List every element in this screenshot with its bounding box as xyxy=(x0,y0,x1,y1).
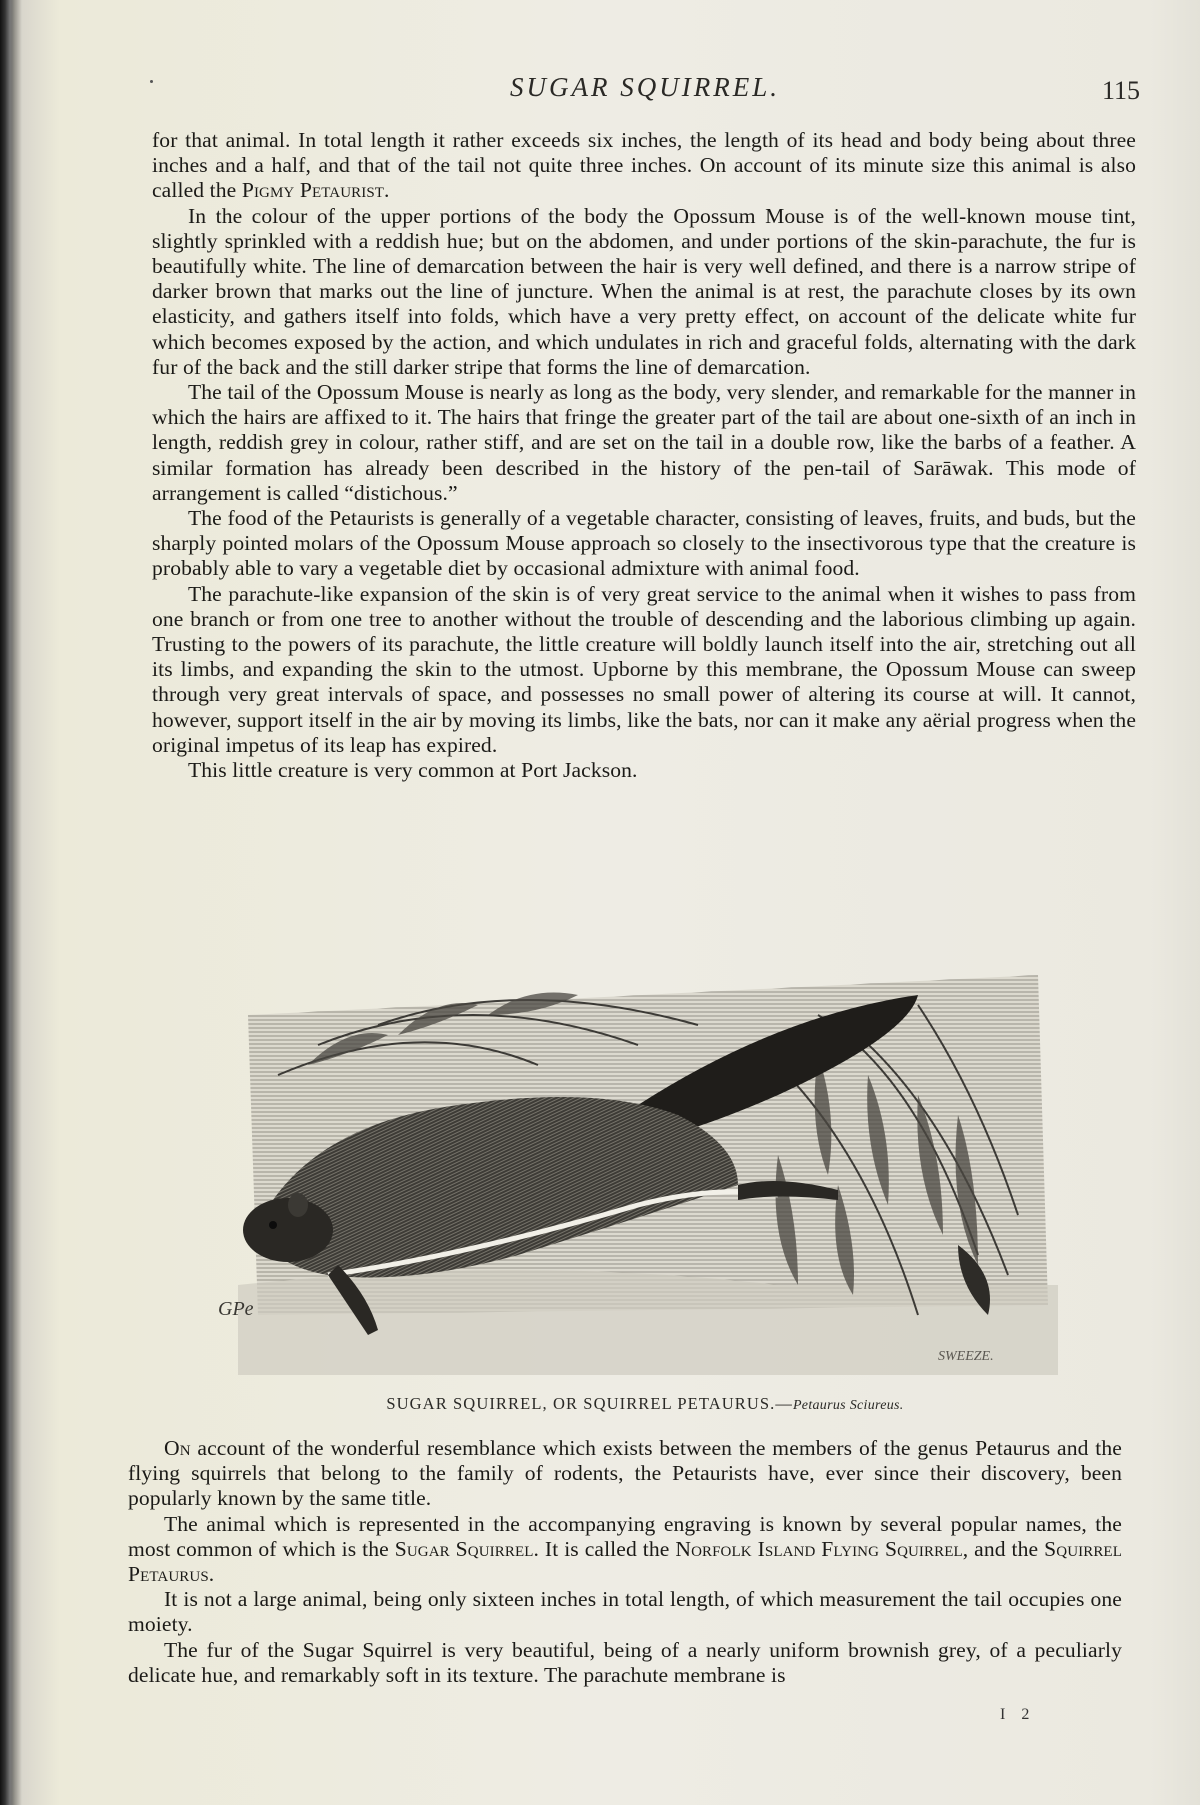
page-header xyxy=(150,72,1140,112)
page-number: 115 xyxy=(1101,76,1140,105)
text-run: The animal which is represented in the accompanying engraving is known by several popular names, the most common of which is the xyxy=(128,1511,1122,1561)
paragraph-fur: The fur of the Sugar Squirrel is very beautiful, being of a nearly uniform brownish grey, of a peculiarly delicate hue, and remarkably soft in its texture. The parachute membrane is xyxy=(128,1637,1122,1687)
small-caps-name: Pigmy Petaurist xyxy=(241,178,385,203)
running-title: SUGAR SQUIRREL. xyxy=(510,72,780,102)
text-run: account of the wonderful resemblance which exists between the members of the genus Petaurus and the flying squirrels that belong to the family of rodents, the Petaurists have, ever since their discovery, been popularly known by the same title. xyxy=(128,1436,1122,1511)
book-gutter-shadow xyxy=(0,0,14,1805)
small-caps-name: Sugar Squirrel xyxy=(394,1536,534,1561)
paragraph-food: The food of the Petaurists is generally of a vegetable character, consisting of leaves, fruits, and buds, but the sharply pointed molars of the Opossum Mouse approach so closely to the insectivorous type that the creature is probably able to vary a vegetable diet by occasional admixture with animal food. xyxy=(152,506,1136,581)
drop-small-caps: On xyxy=(164,1436,191,1460)
text-run: . xyxy=(384,178,390,203)
engraving-illustration xyxy=(218,955,1068,1380)
sugar-squirrel-engraving xyxy=(218,955,1068,1380)
small-caps-name: Squirrel Petaurus xyxy=(128,1536,1122,1587)
body-text-top xyxy=(152,128,1136,783)
small-caps-name: Norfolk Island Flying Squirrel xyxy=(675,1536,963,1561)
paragraph-resemblance xyxy=(128,1436,1122,1512)
paragraph-tail: The tail of the Opossum Mouse is nearly as long as the body, very slender, and remarkable for the manner in which the hairs are affixed to it. The hairs that fringe the greater part of the tail are about one-sixth of an inch in length, reddish grey in colour, rather stiff, and are set on the tail in a double row, like the barbs of a feather. A similar formation has already been described in the history of the pen-tail of Sarāwak. This mode of arrangement is called “distichous.” xyxy=(152,380,1136,505)
paragraph-colour: In the colour of the upper portions of the body the Opossum Mouse is of the well-known mouse tint, slightly sprinkled with a reddish hue; but on the abdomen, and under portions of the skin-parachute, the fur is beautifully white. The line of demarcation between the hair is very well defined, and there is a narrow stripe of darker brown that marks out the line of juncture. When the animal is at rest, the parachute closes by its own elasticity, and gathers itself into folds, which have a very pretty effect, on account of the delicate white fur which becomes exposed by the action, and which undulates in rich and graceful folds, alternating with the dark fur of the back and the still darker stripe that forms the line of demarcation. xyxy=(152,203,1136,379)
paragraph-parachute: The parachute-like expansion of the skin is of very great service to the animal when it wishes to pass from one branch or from one tree to another without the trouble of descending and the laborious climbing up again. Trusting to the powers of its parachute, the little creature will boldly launch itself into the air, stretching out all its limbs, and expanding the skin to the utmost. Upborne by this membrane, the Opossum Mouse can sweep through very great intervals of space, and possesses no small power of altering its course at will. It cannot, however, support itself in the air by moving its limbs, like the bats, nor can it make any aërial progress when the original impetus of its leap has expired. xyxy=(152,581,1136,757)
text-run: . xyxy=(208,1562,215,1587)
caption-title: SUGAR SQUIRREL, OR SQUIRREL PETAURUS.— xyxy=(386,1394,793,1413)
svg-text:GPe: GPe xyxy=(218,1298,254,1320)
text-run: . It is called the xyxy=(533,1536,676,1561)
paragraph-habitat: This little creature is very common at Port Jackson. xyxy=(188,758,638,783)
body-text-bottom xyxy=(128,1436,1122,1688)
paragraph-names xyxy=(128,1512,1122,1588)
caption-latin-name: Petaurus Sciureus. xyxy=(792,1398,904,1413)
text-run: , and the xyxy=(962,1536,1045,1561)
text-run: for that animal. In total length it rather exceeds six inches, the length of its head and body being about three inches and a half, and that of the tail not quite three inches. On account of its minute size this animal is also called the xyxy=(152,128,1136,203)
svg-text:SWEEZE.: SWEEZE. xyxy=(938,1349,994,1364)
paragraph-continuation xyxy=(152,128,1136,204)
signature-mark: I 2 xyxy=(1000,1706,1036,1723)
figure-caption xyxy=(150,1394,1140,1414)
paragraph-size: It is not a large animal, being only sixteen inches in total length, of which measurement the tail occupies one moiety. xyxy=(128,1587,1122,1637)
